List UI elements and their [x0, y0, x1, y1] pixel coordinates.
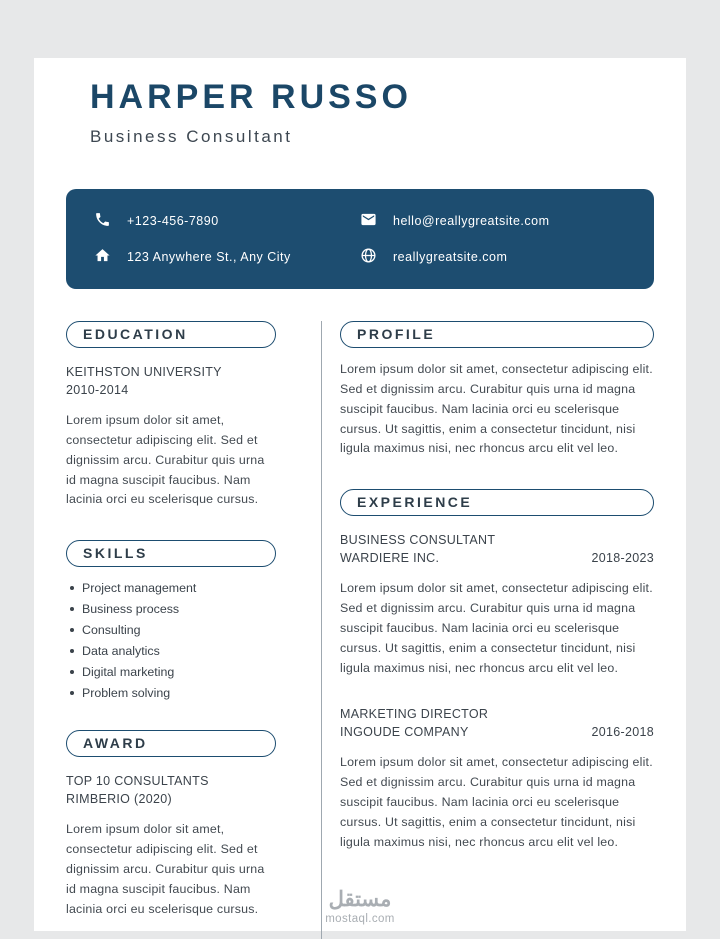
skill-item: Digital marketing — [66, 665, 276, 679]
job-role: MARKETING DIRECTOR — [340, 707, 489, 722]
globe-icon — [360, 247, 377, 267]
watermark-arabic: مستقل — [328, 888, 392, 911]
skill-item: Business process — [66, 602, 276, 616]
contact-email — [360, 211, 626, 231]
skill-item: Data analytics — [66, 644, 276, 658]
phone-number: +123-456-7890 — [127, 214, 219, 228]
website-text: reallygreatsite.com — [393, 250, 508, 264]
skill-item: Problem solving — [66, 686, 276, 700]
email-icon — [360, 211, 377, 231]
contact-bar — [66, 189, 654, 289]
person-title: Business Consultant — [90, 127, 293, 146]
job-body: Lorem ipsum dolor sit amet, consectetur adipiscing elit. Sed et dignissim arcu. Curabitur quis urna id magna suscipit faucibus. Nam lacinia orci eu scelerisque cursus. Ut sagittis, enim a consectetur tincidunt, nisi ligula maximus nisi, nec rhoncus arcu elit vel leo. — [340, 755, 653, 849]
profile-section — [340, 321, 654, 459]
award-body: Lorem ipsum dolor sit amet, consectetur adipiscing elit. Sed et dignissim arcu. Curabitur quis urna id magna suscipit faucibus. Nam lacinia orci eu scelerisque cursus. — [66, 822, 265, 916]
job-years: 2018-2023 — [591, 550, 654, 565]
skills-header: SKILLS — [66, 540, 276, 567]
experience-section — [340, 489, 654, 852]
job-company-row — [340, 550, 654, 568]
award-line1: TOP 10 CONSULTANTS — [66, 774, 209, 789]
content-columns — [66, 321, 654, 939]
skill-item: Project management — [66, 581, 276, 595]
home-icon — [94, 247, 111, 267]
job-role: BUSINESS CONSULTANT — [340, 533, 496, 548]
experience-job — [340, 706, 654, 852]
skill-item: Consulting — [66, 623, 276, 637]
job-company-row — [340, 724, 654, 742]
watermark-domain: mostaql.com — [325, 913, 395, 925]
experience-header: EXPERIENCE — [340, 489, 654, 516]
education-header: EDUCATION — [66, 321, 276, 348]
award-header: AWARD — [66, 730, 276, 757]
resume-sheet — [34, 58, 686, 931]
profile-header: PROFILE — [340, 321, 654, 348]
contact-address — [94, 247, 360, 267]
person-name: HARPER RUSSO — [90, 78, 412, 116]
job-company: INGOUDE COMPANY — [340, 724, 469, 739]
job-company: WARDIERE INC. — [340, 550, 440, 565]
left-column — [66, 321, 276, 939]
address-text: 123 Anywhere St., Any City — [127, 250, 291, 264]
contact-website — [360, 247, 626, 267]
skills-section — [66, 540, 276, 700]
award-title — [66, 773, 276, 808]
resume-header — [66, 72, 654, 147]
education-school — [66, 364, 276, 399]
job-body: Lorem ipsum dolor sit amet, consectetur adipiscing elit. Sed et dignissim arcu. Curabitur quis urna id magna suscipit faucibus. Nam lacinia orci eu scelerisque cursus. Ut sagittis, enim a consectetur tincidunt, nisi ligula maximus nisi, nec rhoncus arcu elit vel leo. — [340, 581, 653, 675]
phone-icon — [94, 211, 111, 231]
experience-job — [340, 532, 654, 678]
education-section — [66, 321, 276, 510]
column-divider — [321, 321, 322, 939]
skills-list — [66, 581, 276, 700]
school-years: 2010-2014 — [66, 382, 129, 397]
job-years: 2016-2018 — [591, 724, 654, 739]
award-line2: RIMBERIO (2020) — [66, 791, 172, 806]
email-address: hello@reallygreatsite.com — [393, 214, 550, 228]
contact-phone — [94, 211, 360, 231]
profile-body: Lorem ipsum dolor sit amet, consectetur adipiscing elit. Sed et dignissim arcu. Curabitur quis urna id magna suscipit faucibus. Nam lacinia orci eu scelerisque cursus. Ut sagittis, enim a consectetur tincidunt, nisi ligula maximus nisi, nec rhoncus arcu elit vel leo. — [340, 362, 653, 456]
award-section — [66, 730, 276, 919]
education-body: Lorem ipsum dolor sit amet, consectetur adipiscing elit. Sed et dignissim arcu. Curabitur quis urna id magna suscipit faucibus. Nam lacinia orci eu scelerisque cursus. — [66, 413, 265, 507]
school-name: KEITHSTON UNIVERSITY — [66, 365, 222, 379]
right-column — [340, 321, 654, 939]
